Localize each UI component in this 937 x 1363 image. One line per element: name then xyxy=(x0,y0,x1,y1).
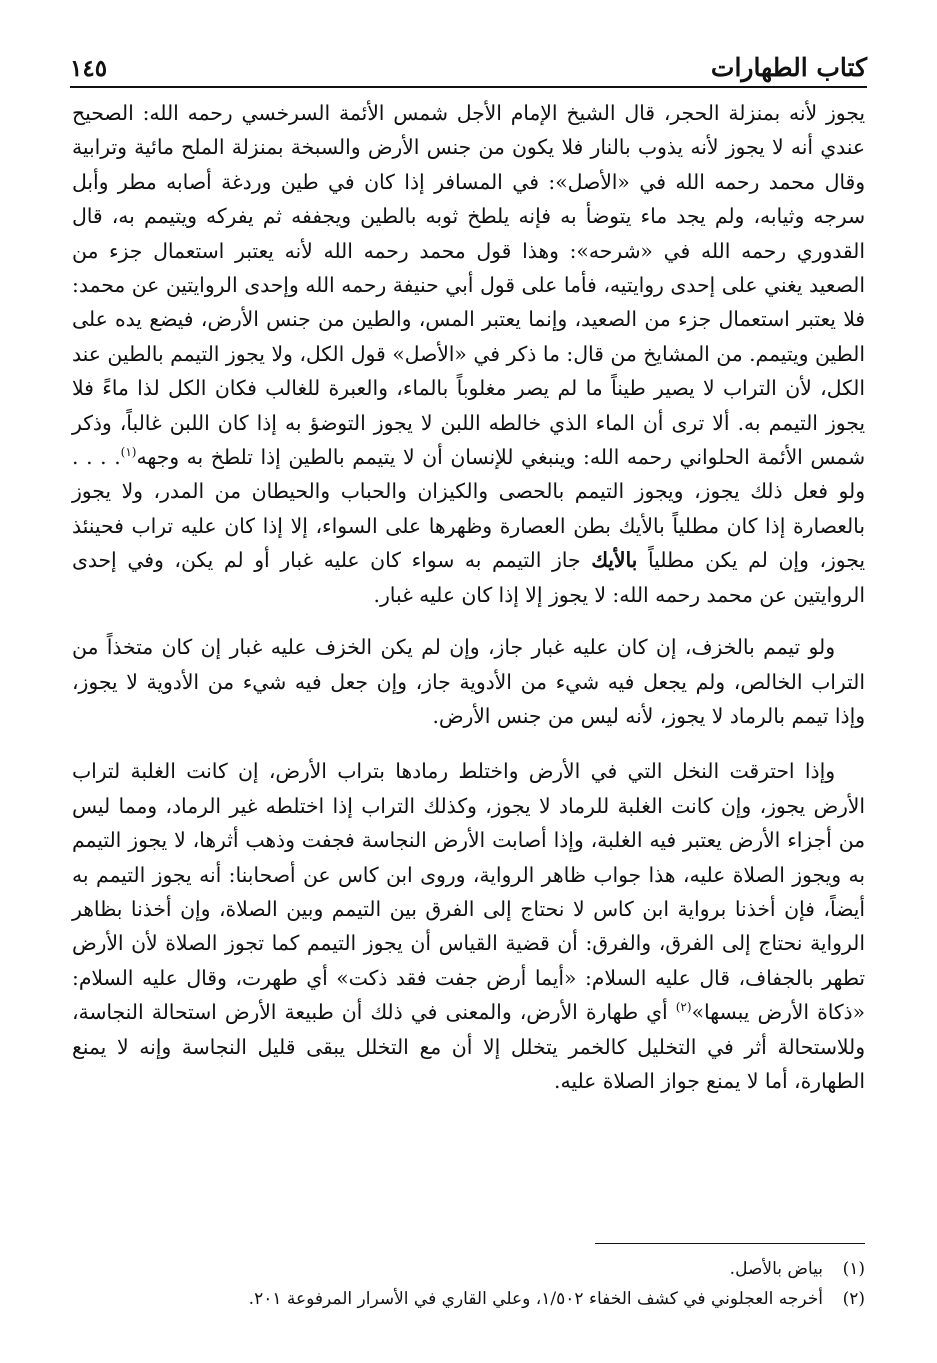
paragraph-1 xyxy=(72,96,865,612)
header-rule xyxy=(70,86,867,88)
footnote-text: أخرجه العجلوني في كشف الخفاء ١/٥٠٢، وعلي القاري في الأسرار المرفوعة ٢٠١. xyxy=(248,1289,823,1309)
footnote-2 xyxy=(72,1284,865,1314)
footnote-separator xyxy=(595,1243,865,1244)
paragraph-3-part-b: أي طهارة الأرض، والمعنى في ذلك أن طبيعة الأرض استحالة النجاسة، وللاستحالة أثر في التخليل كالخمر يتخلل إلا أن مع التخلل يبقى قليل النجاسة وإنه لا يمنع الطهارة، أما لا يمنع جواز الصلاة عليه. xyxy=(72,1000,865,1093)
running-title: كتاب الطهارات xyxy=(710,53,867,82)
page-header xyxy=(70,40,867,80)
footnote-number: (٢) xyxy=(842,1289,865,1309)
bold-term: بالأيك xyxy=(591,548,638,573)
paragraph-3 xyxy=(72,754,865,1098)
paragraph-1-part-c: جاز التيمم به سواء كان عليه غبار أو لم يكن، وفي إحدى الروايتين عن محمد رحمه الله: لا يجوز إلا إذا كان عليه غبار. xyxy=(72,548,865,607)
paragraph-1-part-b: . . . . ولو فعل ذلك يجوز، ويجوز التيمم بالحصى والكيزان والحباب والحيطان من المدر، ولا يجوز بالعصارة إذا كان مطلياً بالأيك بطن العصارة وظهرها على السواء، إلا إذا كان عليه تراب فحينئذ يجوز، وإن لم يكن مطلياً xyxy=(72,445,866,573)
paragraph-3-part-a: وإذا احترقت النخل التي في الأرض واختلط رمادها بتراب الأرض، إن كانت الغلبة لتراب الأرض يجوز، وإن كانت الغلبة للرماد لا يجوز، وكذلك التراب إذا اختلطه غير الرماد، ومما ليس من أجزاء الأرض يعتبر فيه الغلبة، وإذا أصابت الأرض النجاسة فجفت وذهب أثرها، لا يجوز التيمم به ويجوز الصلاة عليه، هذا جواب ظاهر الرواية، وروى ابن كاس عن أصحابنا: أنه يجوز التيمم به أيضاً، فإن أخذنا برواية ابن كاس لا نحتاج إلى الفرق بين التيمم وبين الصلاة، وإن أخذنا بظاهر الرواية نحتاج إلى الفرق، والفرق: أن قضية القياس أن يجوز التيمم كما تجوز الصلاة لأن الأرض تطهر بالجفاف، قال عليه السلام: «أيما أرض جفت فقد ذكت» أي طهرت، وقال عليه السلام: «ذكاة الأرض يبسها» xyxy=(72,759,865,1025)
paragraph-1-part-a: يجوز لأنه بمنزلة الحجر، قال الشيخ الإمام الأجل شمس الأئمة السرخسي رحمه الله: الصحيح عندي أنه لا يجوز لأنه يذوب بالنار فلا يكون من جنس الأرض والسبخة بمنزلة الملح مائية وترابية وقال محمد رحمه الله في «الأصل»: في المسافر إذا كان في طين وردغة أصابه مطر وأبل سرجه وثيابه، ولم يجد ماء يتوضأ به فإنه يلطخ ثوبه بالطين ويجففه ثم يفركه ويتيمم به، قال القدوري رحمه الله في «شرحه»: وهذا قول محمد رحمه الله لأنه يعتبر استعمال جزء من الصعيد يغني على إحدى روايتيه، فأما على قول أبي حنيفة رحمه الله وإحدى الروايتين عن محمد: فلا يعتبر استعمال جزء من الصعيد، وإنما يعتبر المس، والطين من جنس الأرض، فيضع يده على الطين ويتيمم. من المشايخ من قال: ما ذكر في «الأصل» قول الكل، ولا يجوز التيمم بالطين عند الكل، لأن التراب لا يصير طيناً ما لم يصر مغلوباً بالماء، والعبرة للغالب فكان الكل لذا ماءً فلا يجوز التيمم به. ألا ترى أن الماء الذي خالطه اللبن لا يجوز التوضؤ به إذا كان اللبن غالباً، وذكر شمس الأئمة الحلواني رحمه الله: وينبغي للإنسان أن لا يتيمم بالطين إذا تلطخ به وجهه xyxy=(72,101,865,470)
footnote-ref-2[interactable]: (٢) xyxy=(675,1000,692,1015)
footnote-number: (١) xyxy=(842,1259,865,1279)
footnote-ref-1[interactable]: (١) xyxy=(120,445,137,460)
main-text xyxy=(72,96,865,1098)
footnote-text: بياض بالأصل. xyxy=(729,1259,823,1279)
page-number: ١٤٥ xyxy=(70,55,108,82)
paragraph-2: ولو تيمم بالخزف، إن كان عليه غبار جاز، وإن لم يكن الخزف عليه غبار إن كان متخذاً من التراب الخالص، ولم يجعل فيه شيء من الأدوية جاز، وإن جعل فيه شيء من الأدوية لا يجوز، وإذا تيمم بالرماد لا يجوز، لأنه ليس من جنس الأرض. xyxy=(72,635,865,728)
footnotes xyxy=(72,1254,865,1314)
footnote-1 xyxy=(72,1254,865,1284)
